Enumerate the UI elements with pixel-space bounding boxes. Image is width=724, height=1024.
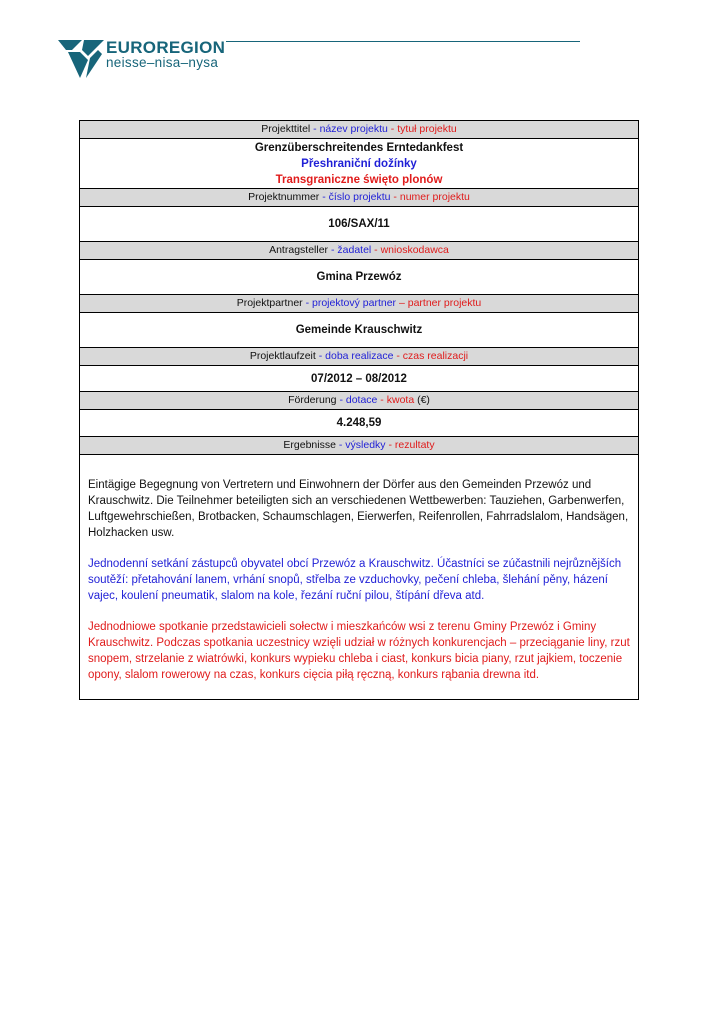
euroregion-emblem-icon [58, 38, 104, 80]
label-de: Projektlaufzeit [249, 350, 316, 362]
title-pl: Transgraniczne święto plonów [275, 173, 443, 186]
applicant-value: Gmina Przewóz [80, 260, 638, 295]
label-cz: dotace [345, 394, 378, 406]
label-pl: czas realizacji [402, 350, 469, 362]
partner-value: Gemeinde Krauschwitz [80, 313, 638, 348]
logo-subtitle: neisse–nisa–nysa [106, 55, 219, 70]
label-de: Förderung [288, 394, 340, 406]
applicant-header: Antragsteller - žadatel - wnioskodawca [80, 242, 638, 260]
label-cz: doba realizace [325, 350, 394, 362]
logo-title: EUROREGION [106, 38, 226, 57]
label-de: Projektnummer [248, 191, 320, 203]
label-pl: wnioskodawca [380, 244, 449, 256]
currency-suffix: (€) [414, 394, 430, 406]
project-title-header: Projekttitel - název projektu - tytuł projektu [80, 121, 638, 139]
label-de: Antragsteller [269, 244, 329, 256]
label-pl: rezultaty [394, 439, 435, 451]
results-text-cz: Jednodenní setkání zástupců obyvatel obcí Przewóz a Krauschwitz. Účastníci se zúčastnili nejrůznějších soutěží: přetahování lanem, vrhání snopů, střelba ze vzduchovky, pečení chleba, šlehání pěny, házení vajec, koulení pneumatik, slalom na kole, řezání ruční pilou, štípání dřeva atd. [88, 558, 622, 602]
funding-value: 4.248,59 [80, 410, 638, 437]
label-pl: tytuł projektu [397, 123, 457, 135]
label-de: Projektpartner [236, 297, 303, 309]
label-de: Ergebnisse [283, 439, 336, 451]
funding-header: Förderung - dotace - kwota (€) [80, 392, 638, 410]
label-cz: výsledky [345, 439, 386, 451]
project-title-value [80, 139, 638, 189]
label-de: Projekttitel [261, 123, 311, 135]
label-pl: partner projektu [407, 297, 482, 309]
label-pl: numer projektu [399, 191, 470, 203]
label-cz: číslo projektu [328, 191, 391, 203]
label-cz: název projektu [319, 123, 388, 135]
title-de: Grenzüberschreitendes Erntedankfest [254, 141, 464, 154]
header-rule [226, 41, 580, 42]
project-number-value: 106/SAX/11 [80, 207, 638, 242]
results-body [80, 455, 638, 699]
duration-value: 07/2012 – 08/2012 [80, 366, 638, 392]
label-pl: kwota [386, 394, 415, 406]
results-text-pl: Jednodniowe spotkanie przedstawicieli sołectw i mieszkańców wsi z terenu Gminy Przewóz i Gminy Krauschwitz. Podczas spotkania uczestnicy wzięli udział w różnych konkurencjach – przeciąganie liny, rzut snopem, strzelanie z wiatrówki, konkurs wypieku chleba i ciast, konkurs bicia piany, rzut jajkiem, toczenie opony, slalom rowerowy na czas, konkurs cięcia piłą ręczną, konkurs rąbania drewna itd. [88, 621, 630, 681]
label-cz: projektový partner [312, 297, 397, 309]
partner-header: Projektpartner - projektový partner – partner projektu [80, 295, 638, 313]
project-sheet [79, 120, 639, 700]
project-number-header: Projektnummer - číslo projektu - numer projektu [80, 189, 638, 207]
label-cz: žadatel [337, 244, 372, 256]
euroregion-logo [58, 38, 298, 82]
title-cz: Přeshraniční dožínky [301, 157, 417, 170]
duration-header: Projektlaufzeit - doba realizace - czas realizacji [80, 348, 638, 366]
results-header: Ergebnisse - výsledky - rezultaty [80, 437, 638, 455]
results-text-de: Eintägige Begegnung von Vertretern und Einwohnern der Dörfer aus den Gemeinden Przewóz und Krauschwitz. Die Teilnehmer beteiligten sich an verschiedenen Wettbewerben: Tauziehen, Garbenwerfen, Luftgewehrschießen, Brotbacken, Schaumschlagen, Eierwerfen, Reifenrollen, Fahrradslalom, Handsägen, Holzhacken usw. [88, 479, 629, 539]
